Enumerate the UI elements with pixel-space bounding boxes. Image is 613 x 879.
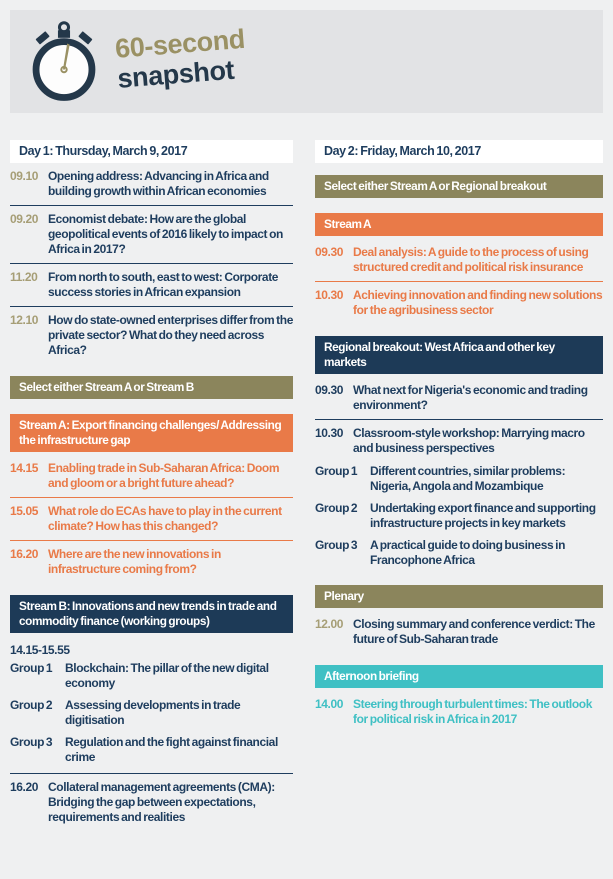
session-time: 12.00 xyxy=(315,617,344,631)
session-time: 15.05 xyxy=(10,504,39,518)
section-banner: Stream B: Innovations and new trends in trade and commodity finance (working groups) xyxy=(10,595,293,633)
group-title: Undertaking export finance and supporting infrastructure projects in key markets xyxy=(370,501,596,530)
page-title xyxy=(114,24,248,94)
session-time: 10.30 xyxy=(315,288,344,302)
session-title: Economist debate: How are the global geopolitical events of 2016 likely to impact on Africa in 2017? xyxy=(48,212,283,256)
session-time: 09.30 xyxy=(315,383,344,397)
session-title: Closing summary and conference verdict: The future of Sub-Saharan trade xyxy=(353,617,595,646)
session-time: 11.20 xyxy=(10,270,38,284)
section-banner: Stream A: Export financing challenges/ Addressing the infrastructure gap xyxy=(10,414,293,452)
group-title: Blockchain: The pillar of the new digital economy xyxy=(65,661,269,690)
session-title: What role do ECAs have to play in the current climate? How has this changed? xyxy=(48,504,282,533)
session-time: 09.30 xyxy=(315,245,344,259)
group-title: Regulation and the fight against financial crime xyxy=(65,735,278,764)
group-row xyxy=(315,536,603,573)
session-title: Enabling trade in Sub-Saharan Africa: Doom and gloom or a bright future ahead? xyxy=(48,461,280,490)
group-row xyxy=(315,462,603,499)
session-row xyxy=(315,420,603,462)
group-label: Group 1 xyxy=(10,661,53,675)
page-title-line2: snapshot xyxy=(116,54,236,94)
session-row xyxy=(315,691,603,733)
agenda-columns xyxy=(0,140,613,831)
group-title: Different countries, similar problems: Nigeria, Angola and Mozambique xyxy=(370,464,566,493)
group-row xyxy=(315,499,603,536)
header-band xyxy=(10,10,603,113)
session-row xyxy=(10,541,293,583)
group-row xyxy=(10,696,293,733)
group-label: Group 2 xyxy=(10,698,53,712)
day2-header: Day 2: Friday, March 10, 2017 xyxy=(315,140,603,163)
group-label: Group 3 xyxy=(315,538,358,552)
stopwatch-icon xyxy=(30,21,98,103)
group-label: Group 1 xyxy=(315,464,358,478)
session-title: From north to south, east to west: Corporate success stories in African expansion xyxy=(48,270,279,299)
section-banner: Select either Stream A or Regional breakout xyxy=(315,175,603,198)
session-row xyxy=(10,455,293,498)
session-time: 14.15 xyxy=(10,461,39,475)
session-row xyxy=(315,282,603,324)
page-title-line1: 60-second xyxy=(114,23,246,64)
session-row xyxy=(10,498,293,541)
group-title: Assessing developments in trade digitisation xyxy=(65,698,241,727)
session-row xyxy=(10,307,293,364)
section-banner: Stream A xyxy=(315,213,603,236)
group-label: Group 3 xyxy=(10,735,53,749)
time-range: 14.15-15.55 xyxy=(10,643,70,657)
session-row xyxy=(10,206,293,264)
session-time: 09.10 xyxy=(10,169,39,183)
section-banner: Plenary xyxy=(315,585,603,608)
day1-column xyxy=(10,140,293,831)
session-time: 12.10 xyxy=(10,313,39,327)
session-time: 10.30 xyxy=(315,426,344,440)
day1-header: Day 1: Thursday, March 9, 2017 xyxy=(10,140,293,163)
session-title: Classroom-style workshop: Marrying macro and business perspectives xyxy=(353,426,585,455)
session-row xyxy=(10,774,293,831)
day2-column xyxy=(315,140,603,831)
section-banner: Regional breakout: West Africa and other key markets xyxy=(315,336,603,374)
group-title: A practical guide to doing business in Francophone Africa xyxy=(370,538,566,567)
session-row xyxy=(315,377,603,420)
session-title: Steering through turbulent times: The outlook for political risk in Africa in 2017 xyxy=(353,697,592,726)
session-time: 14.00 xyxy=(315,697,344,711)
session-title: How do state-owned enterprises differ from the private sector? What do they need across Africa? xyxy=(48,313,293,357)
session-row xyxy=(315,239,603,282)
session-title: Achieving innovation and finding new solutions for the agribusiness sector xyxy=(353,288,603,317)
session-time: 16.20 xyxy=(10,780,39,794)
session-title: Opening address: Advancing in Africa and building growth within African economies xyxy=(48,169,269,198)
session-title: Collateral management agreements (CMA): Bridging the gap between expectations, requirements and realities xyxy=(48,780,275,824)
group-label: Group 2 xyxy=(315,501,358,515)
session-time: 16.20 xyxy=(10,547,39,561)
session-title: Where are the new innovations in infrastructure coming from? xyxy=(48,547,221,576)
session-row xyxy=(10,264,293,307)
section-banner: Select either Stream A or Stream B xyxy=(10,376,293,399)
section-banner: Afternoon briefing xyxy=(315,665,603,688)
group-row xyxy=(10,659,293,696)
session-time: 09.20 xyxy=(10,212,39,226)
session-title: Deal analysis: A guide to the process of using structured credit and political risk insurance xyxy=(353,245,589,274)
session-row xyxy=(315,611,603,653)
session-title: What next for Nigeria's economic and trading environment? xyxy=(353,383,588,412)
session-row xyxy=(10,163,293,206)
group-row xyxy=(10,733,293,774)
